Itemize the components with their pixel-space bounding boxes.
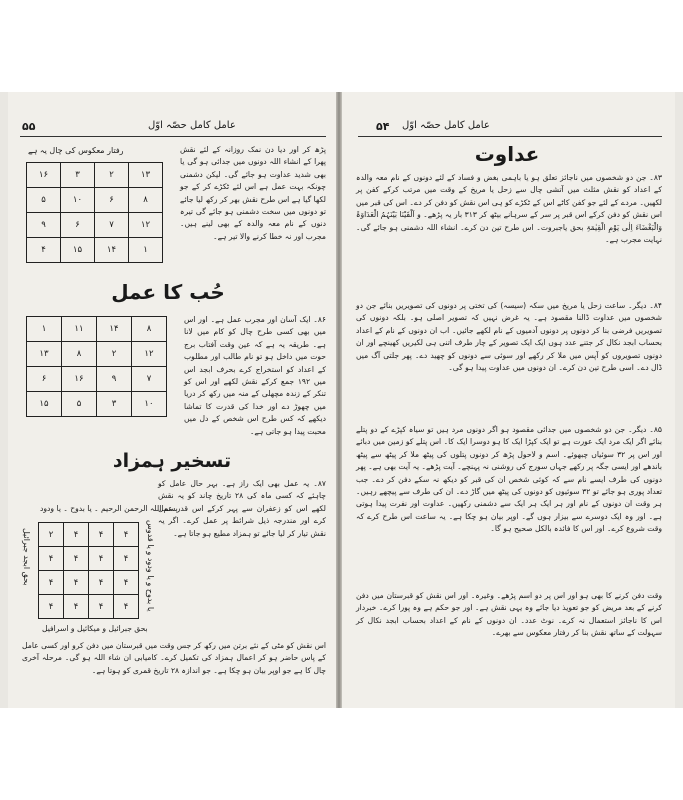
grid-side-inscription: بحق ابجد جبرائیل — [22, 528, 31, 586]
grid-cell: ۴ — [64, 523, 89, 547]
grid-cell: ۱۳ — [27, 342, 62, 367]
grid-cell: ۴ — [89, 547, 114, 571]
grid-label: رفتار معکوس کی چال یہ ہے — [28, 146, 124, 155]
grid-cell: ۴ — [64, 595, 89, 619]
closing-paragraph: اس نقش کو مٹی کے نئے برتن میں رکھ کر جس وقت میں قبرستان میں دفن کرو اور کسی عامل کے پاس حاضر ہو کر اعمال ہمزاد کی تکمیل کرے۔ کامیابی ان شاء اللہ ہو گی۔ مرحلہ آخری چال کا ہے جو اوپر بیان ہو چکا ہے۔ جو اندازہ ۲۸ تاریخ قمری کو ہوتا ہے۔ — [22, 641, 326, 675]
grid-cell: ۹ — [27, 213, 61, 238]
grid-cell: ۴ — [114, 547, 139, 571]
grid-cell: ۴ — [114, 523, 139, 547]
grid-cell: ۱۶ — [62, 367, 97, 392]
book-spread — [0, 92, 683, 708]
grid-cell: ۴ — [64, 547, 89, 571]
grid-cell: ۱۴ — [95, 238, 129, 263]
grid-cell: ۸ — [129, 188, 163, 213]
grid-top-inscription: بسم اللہ الرحمن الرحیم ۔ یا بدوح ۔ یا ودود — [40, 504, 178, 513]
grid-cell: ۱ — [27, 317, 62, 342]
grid-cell: ۴ — [89, 571, 114, 595]
grid-cell: ۱۵ — [61, 238, 95, 263]
paragraph-84: ۸۴۔ دیگر۔ ساعت زحل یا مریخ میں سکہ (سیسہ) کی تختی پر دونوں کی تصویریں بنائے جن دو شخصوں میں عداوت ڈالنا مقصود ہے۔ یہ غرض نہیں کہ تصویر اصلی ہو۔ بلکہ دونوں کی تصویریں فرضی بنا کر دونوں پر دونوں آدمیوں کے نام لکھے جائیں۔ اب ان دونوں کے نام کے اعداد بحساب ابجد نکال کر جتنے عدد ہوں ایک ایک تصویر کے چار طرف اتنی ہی لکیریں کھینچے اور ان دونوں تصویروں کو آپس میں ملا کر رکھے اور سوئی سے دونوں کو چھید دے۔ پھر جلتی آگ میں ڈال دے۔ اسی طرح تین دن کرے۔ ان دونوں میں عداوت پیدا ہو گی۔ — [356, 301, 662, 373]
number-grid-1 — [26, 162, 163, 263]
grid-cell: ۸ — [62, 342, 97, 367]
running-head: عامل کامل حصّہ اوّل — [402, 120, 490, 131]
grid-cell: ۴ — [89, 595, 114, 619]
grid-cell: ۸ — [132, 317, 167, 342]
grid-cell: ۱ — [129, 238, 163, 263]
grid-side-inscription: یا بدوح و یا ودود و یا قدوس — [146, 520, 155, 612]
grid-cell: ۴ — [27, 238, 61, 263]
paragraph-85: ۸۵۔ دیگر۔ جن دو شخصوں میں جدائی مقصود ہو اگر دونوں مرد ہیں تو سیاہ کپڑے کے دو پتلے بنائے اگر ایک مرد ایک عورت ہے تو ایک کپڑا ایک کا ہو دوسرا ایک کا۔ اس پتلے کو زمین میں دبائے اور اس پر ۳۲ سوئیاں چبھوئے۔ اسم و لاحول پڑھ کر دونوں پتلوں کی پیٹھ ملا کر پیٹھ سے پیٹھ باندھے اور ایسی جگہ پر رکھے جہاں سورج کی روشنی نہ پہنچے۔ آیت پڑھے۔ یہ آیت بھی ہے۔ پھر دونوں کی طرف ایسے نام سے کہ کوئی شخص ان کی قبر کو دیکھ نہ سکے دفن کر دے۔ جب تعداد پوری ہو جائے تو ۳۲ سوئیوں کو دونوں کی پیٹھ میں گاڑ دے۔ ان کی طرف سے پیچھے رہیں۔ ہر وقت ان دونوں کے نام اور ہر ایک ہر ایک سے دشمنی رکھیں۔ عداوت اور نفرت پیدا ہوتی ہے۔ اور وہ ایک دوسرے سے بیزار ہوں گے۔ اوپر بیان ہو چکا ہے۔ یہ ساعت اس طرح کرے کہ وقت شروع کرے۔ اور اس کا فائدہ بالکل صحیح ہو گا۔ — [356, 425, 662, 534]
section-heading: حُب کا عمل — [111, 280, 225, 304]
intro-paragraph: پڑھ کر اور دیا دن نمک روزانہ کے لئے نقش پھرا کے انشاء اللہ دونوں میں جدائی ہو گی یا بھی شدید عداوت ہو جائے گی۔ لیکن دشمنی چونکہ بہت عمل ہے اس لئے ٹکڑے کر کے جو لکھا گیا ہے اس طرح نقش بھر کر رکھ لیا جائے تو دونوں میں سخت دشمنی ہو جائے گی تیرہ دنوں کے نام معہ والدہ کے بھی لینے ہیں۔ مجرب اور نہ خطا کرنے والا تیر ہے۔ — [180, 145, 326, 241]
page-number: ۵۴ — [376, 120, 390, 133]
paragraph-87: ۸۷۔ یہ عمل بھی ایک راز ہے۔ بہر حال عامل کو چاہئے کہ کسی ماہ کی ۲۸ تاریخ چاند کو یہ نقش لکھے اس کو زعفران سے پہر کرکے اس قدر عمل کرے اور مندرجہ ذیل شرائط پر عمل کرے۔ اگر یہ نقش تیار کر لیا جائے تو ہمزاد مطیع ہو جاتا ہے۔ — [158, 479, 326, 538]
header-rule — [20, 136, 326, 137]
grid-cell: ۱۲ — [132, 342, 167, 367]
paragraph-83: ۸۳۔ جن دو شخصوں میں ناجائز تعلق ہو یا باہمی بغض و فساد کے لئے دونوں کے نام معہ والدہ کے اعداد کو نقش مثلث میں آتشی چال سے زحل یا مریخ کے وقت میں مرتب کرکے کفن پر لکھیں۔ مردے کے لئے جو کفن کاٹے اس کے ٹکڑے کو ہی اس نقش کو دفن کر دے۔ اس کی قبر میں اس نقش کو دفن کرکے اس قبر پر سر کے سرہانے بیٹھ کر ۳۱۳ بار یہ پڑھے۔ و اَلْقَیْنَا بَیْنَہُمُ الْعَدَاوَۃَ وَالْبَغْضَاءَ اِلٰی یَوْمِ الْقِیٰمَۃِ بحق یاجبروت۔ اس طرح تین دن کرے۔ انشاء اللہ دشمنی ہو جائے گی۔ نہایت مجرب ہے۔ — [356, 173, 662, 245]
grid-cell: ۴ — [39, 571, 64, 595]
grid-cell: ۶ — [95, 188, 129, 213]
right-page — [342, 92, 675, 708]
grid-bottom-inscription: بحق جبرائیل و میکائیل و اسرافیل — [42, 624, 148, 633]
grid-cell: ۴ — [114, 571, 139, 595]
grid-cell: ۶ — [27, 367, 62, 392]
paragraph-86: ۸۶۔ ایک آسان اور مجرب عمل ہے۔ اور اس میں بھی کسی طرح چال کو کام میں لانا ہے۔ طریقہ یہ ہے کہ عین وقت آفتاب برج حوت میں داخل ہو تو نام طالب اور مطلوب کے اعداد کو استخراج کرے بحرف ابجد اس میں ۱۹۲ جمع کرکے نقش لکھے اور اس کو تنکر کے زندہ مچھلی کے منہ میں رکھ کر دریا میں چھوڑ دے اور خدا کی قدرت کا تماشا دیکھے کہ کس طرح اس شخص کے دل میں محبت پیدا ہو جاتی ہے۔ — [184, 315, 326, 436]
header-rule — [358, 136, 662, 137]
grid-cell: ۲ — [39, 523, 64, 547]
grid-cell: ۱۴ — [97, 317, 132, 342]
grid-cell: ۱۰ — [61, 188, 95, 213]
grid-cell: ۲ — [97, 342, 132, 367]
grid-cell: ۱۱ — [62, 317, 97, 342]
grid-cell: ۷ — [132, 367, 167, 392]
page-number: ۵۵ — [22, 120, 36, 133]
section-heading: تسخیر ہمزاد — [112, 450, 232, 472]
running-head: عامل کامل حصّہ اوّل — [148, 120, 236, 131]
grid-cell: ۶ — [61, 213, 95, 238]
grid-cell: ۴ — [39, 595, 64, 619]
grid-cell: ۴ — [114, 595, 139, 619]
grid-cell: ۵ — [62, 392, 97, 417]
grid-cell: ۱۲ — [129, 213, 163, 238]
section-heading: عداوت — [474, 142, 540, 166]
grid-cell: ۱۳ — [129, 163, 163, 188]
grid-cell: ۵ — [27, 188, 61, 213]
grid-cell: ۷ — [95, 213, 129, 238]
grid-cell: ۱۶ — [27, 163, 61, 188]
grid-cell: ۱۵ — [27, 392, 62, 417]
closing-paragraph: وقت دفن کرنے کا بھی ہو اور اس پر دو اسم پڑھے۔ وغیرہ۔ اور اس نقش کو قبرستان میں دفن کرنے کے بعد مریض کو جو تعویذ دیا جائے وہ یہی نقش ہے۔ اور جو حکم ہے وہ پورا کرے۔ خبردار اس کا ناجائز استعمال نہ کرے۔ نوٹ عدد۔ ان دونوں کے نام کے اعداد بحساب ابجد نکال کر سہولت کے ساتھ نقش بنا کر رفتار معکوس سے بھرے۔ — [356, 591, 662, 638]
grid-cell: ۳ — [97, 392, 132, 417]
grid-cell: ۹ — [97, 367, 132, 392]
grid-cell: ۴ — [39, 547, 64, 571]
number-grid-3 — [38, 522, 139, 619]
number-grid-2 — [26, 316, 167, 417]
grid-cell: ۴ — [64, 571, 89, 595]
left-page — [8, 92, 336, 708]
grid-cell: ۲ — [95, 163, 129, 188]
grid-cell: ۴ — [89, 523, 114, 547]
grid-cell: ۳ — [61, 163, 95, 188]
grid-cell: ۱۰ — [132, 392, 167, 417]
